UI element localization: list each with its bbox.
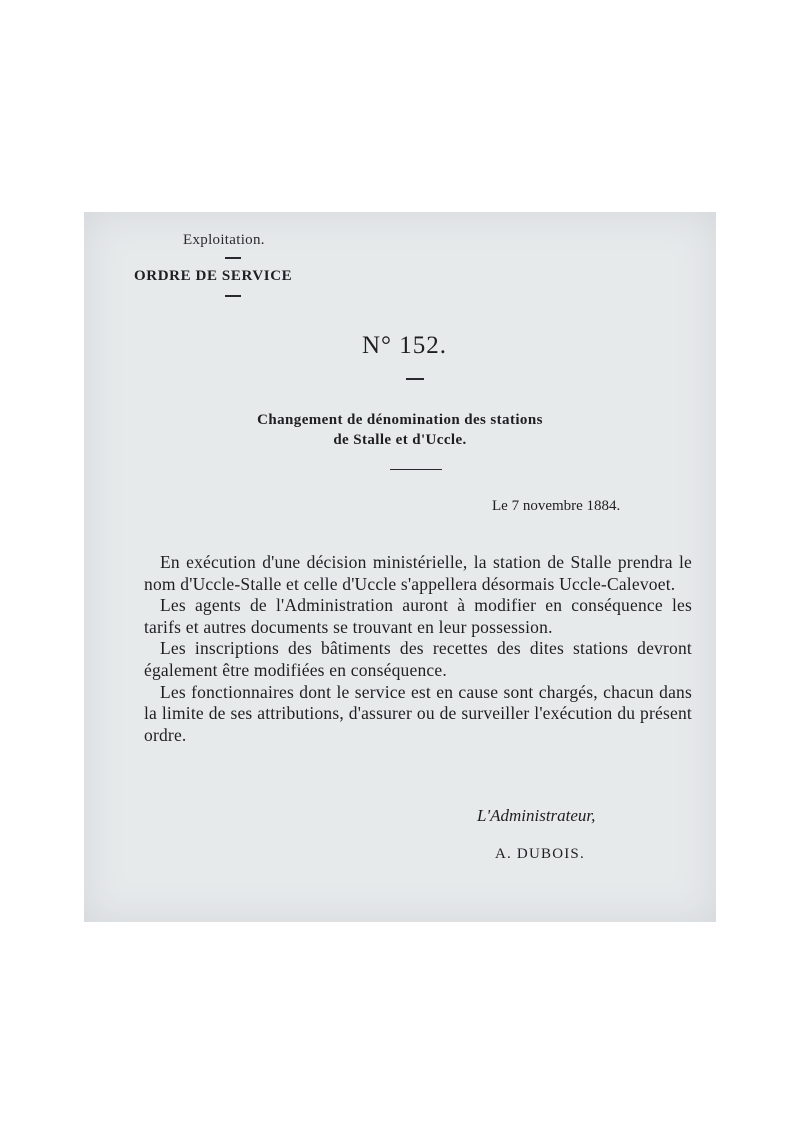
separator-rule bbox=[390, 469, 442, 470]
separator-dash bbox=[406, 378, 424, 380]
separator-dash bbox=[225, 257, 241, 259]
document-type-title: ORDRE DE SERVICE bbox=[134, 268, 293, 284]
subject-line-2: de Stalle et d'Uccle. bbox=[333, 432, 467, 448]
department-label: Exploitation. bbox=[183, 232, 265, 248]
signatory-title: L'Administrateur, bbox=[477, 806, 596, 825]
body-text bbox=[144, 552, 692, 746]
body-paragraph: Les fonctionnaires dont le service est en cause sont chargés, chacun dans la limite de ses attributions, d'assurer ou de surveiller l'exécution du présent ordre. bbox=[144, 681, 692, 745]
body-paragraph: Les inscriptions des bâtiments des recettes des dites stations devront également être modifiées en conséquence. bbox=[144, 638, 692, 680]
subject-line-1: Changement de dénomination des stations bbox=[257, 412, 543, 428]
separator-dash bbox=[225, 295, 241, 297]
signatory-name: A. DUBOIS. bbox=[495, 846, 585, 862]
order-number: N° 152. bbox=[362, 332, 448, 359]
scanned-page bbox=[84, 212, 716, 922]
document-date: Le 7 novembre 1884. bbox=[492, 498, 621, 514]
body-paragraph: En exécution d'une décision ministérielle, la station de Stalle prendra le nom d'Uccle-Stalle et celle d'Uccle s'appellera désormais Uccle-Calevoet. bbox=[144, 552, 692, 594]
body-paragraph: Les agents de l'Administration auront à modifier en conséquence les tarifs et autres documents se trouvant en leur possession. bbox=[144, 595, 692, 637]
